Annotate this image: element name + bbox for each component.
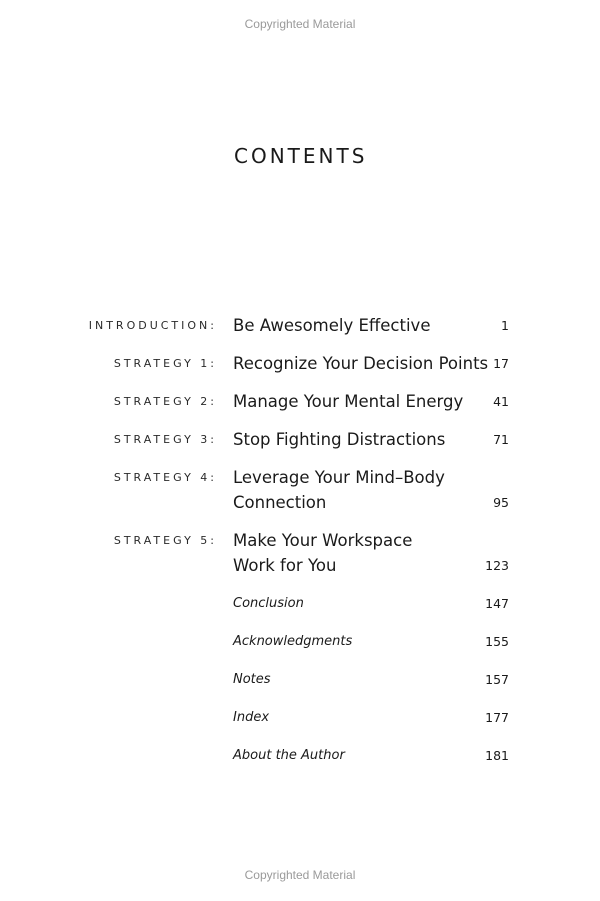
- toc-entry-label: STRATEGY 1:: [113, 357, 217, 370]
- toc-entry-page: 1: [501, 318, 509, 333]
- toc-entry-page: 71: [493, 432, 509, 447]
- toc-entry-title: Stop Fighting Distractions: [233, 430, 446, 449]
- toc-entry-label: STRATEGY 4:: [113, 471, 217, 484]
- toc-entry-label: STRATEGY 3:: [113, 433, 217, 446]
- toc-back-title: About the Author: [233, 748, 345, 763]
- toc-entry-title-line-1: Leverage Your Mind–Body: [233, 468, 445, 487]
- toc-entry-label: STRATEGY 5:: [113, 534, 217, 547]
- toc-entry-label: STRATEGY 2:: [113, 395, 217, 408]
- toc-entry-title: Recognize Your Decision Points: [233, 354, 489, 373]
- toc-entry-label: INTRODUCTION:: [88, 319, 217, 332]
- page-title: CONTENTS: [234, 144, 368, 168]
- toc-back-page: 157: [485, 672, 509, 687]
- toc-back-title: Conclusion: [233, 596, 304, 611]
- toc-back-page: 147: [485, 596, 509, 611]
- watermark-bottom: Copyrighted Material: [244, 868, 356, 882]
- toc-back-title: Index: [233, 710, 270, 725]
- toc-entry-page: 123: [485, 558, 509, 573]
- toc-back-page: 177: [485, 710, 509, 725]
- toc-back-title: Acknowledgments: [233, 634, 353, 649]
- toc-entry-title: Manage Your Mental Energy: [233, 392, 464, 411]
- watermark-top: Copyrighted Material: [244, 17, 356, 31]
- toc-entry-title-line-2: Work for You: [233, 556, 337, 575]
- toc-entry-page: 95: [493, 495, 509, 510]
- toc-entry-title-line-1: Make Your Workspace: [233, 531, 413, 550]
- toc-back-page: 155: [485, 634, 509, 649]
- toc-entry-page: 41: [493, 394, 509, 409]
- toc-entry-page: 17: [493, 356, 509, 371]
- toc-back-page: 181: [485, 748, 509, 763]
- toc-entry-title-line-2: Connection: [233, 493, 327, 512]
- toc-entry-title: Be Awesomely Effective: [233, 316, 431, 335]
- toc-back-title: Notes: [233, 672, 271, 687]
